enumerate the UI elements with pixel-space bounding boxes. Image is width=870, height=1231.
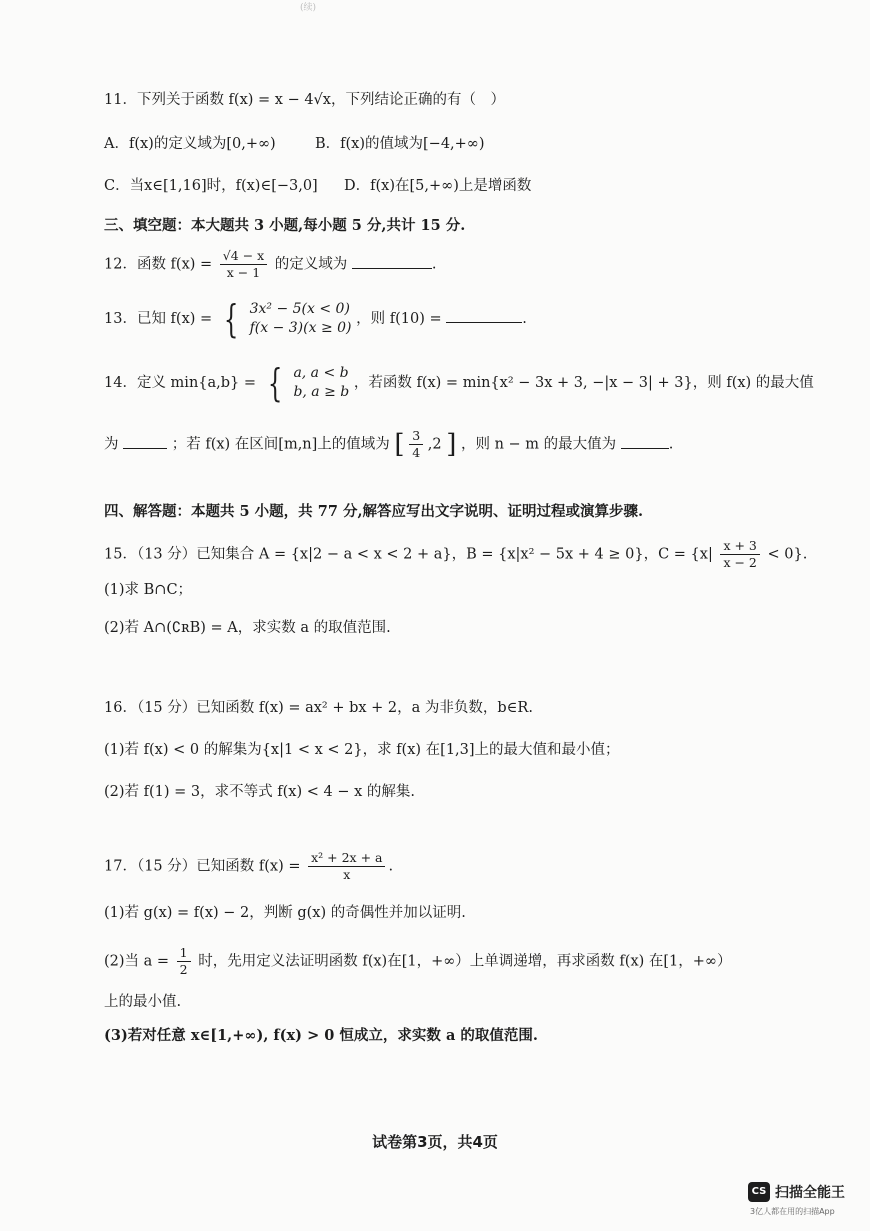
q14-line-1 [104,361,814,405]
q12-denominator: x − 1 [226,265,261,280]
q15-fraction [720,538,759,571]
q17-part-1: (1)若 g(x) = f(x) − 2，判断 g(x) 的奇偶性并加以证明. [104,905,466,921]
q17-part-2-frac-num: 1 [177,945,191,962]
q14-line2-b: ；若 f(x) 在区间[m,n]上的值域为 [171,436,390,453]
q16-stem: 16．（15 分）已知函数 f(x) = ax² + bx + 2，a 为非负数，b∈R. [104,700,533,716]
q14-case-1: a, a < b [293,365,349,381]
q14-line2-a: 为 [104,436,119,453]
q14-blank-2 [621,448,669,449]
camscanner-watermark [748,1180,866,1226]
q11-option-c: C．当x∈[1,16]时，f(x)∈[−3,0] [104,178,318,194]
q17-frac-den: x [343,867,351,882]
q13-prefix: 13．已知 f(x) = [104,311,213,327]
page-footer: 试卷第3页，共4页 [372,1133,498,1151]
q17-frac-num: x² + 2x + a [308,850,385,867]
camscanner-logo-icon: CS [748,1182,770,1202]
q15-part-2: (2)若 A∩(∁ʀB) = A，求实数 a 的取值范围. [104,620,391,636]
q17-fraction [308,850,385,883]
q16-part-1: (1)若 f(x) < 0 的解集为{x|1 < x < 2}，求 f(x) 在[1,3]上的最大值和最小值； [104,742,620,758]
q11-stem: 11．下列关于函数 f(x) = x − 4√x，下列结论正确的有（ ） [104,92,505,108]
q14-suffix: ，若函数 f(x) = min{x² − 3x + 3, −|x − 3| + 3}，则 f(x) 的最大值 [353,375,814,391]
q12-numerator: √4 − x [220,248,267,265]
q12-answer-blank [352,268,432,269]
section-4-heading: 四、解答题：本题共 5 小题，共 77 分,解答应写出文字说明、证明过程或演算步骤. [104,503,644,520]
q16-part-2: (2)若 f(1) = 3，求不等式 f(x) < 4 − x 的解集. [104,784,415,800]
q17-part-2 [104,945,732,978]
q17-part-2-continued: 上的最小值. [104,994,182,1010]
q14-frac-num: 3 [409,428,423,445]
q13: 13．已知 f(x) = { 3x² − 5(x < 0) f(x − 3)(x ≥ 0) ，则 f(10) = . [104,297,527,341]
q17-part-2-a: (2)当 a = [104,953,170,970]
q15-frac-den: x − 2 [723,555,757,570]
q14-cases [293,364,349,402]
q15-frac-num: x + 3 [720,538,759,555]
q14-fraction [409,428,423,461]
watermark-subtitle: 3亿人都在用的扫描App [750,1207,835,1216]
q17-part-2-b: 时，先用定义法证明函数 f(x)在[1，+∞）上单调递增，再求函数 f(x) 在[1，+∞） [198,953,732,970]
q12-suffix: 的定义域为 [274,256,348,273]
watermark-title: 扫描全能王 [775,1185,845,1201]
q11-option-b: B．f(x)的值域为[−4,+∞) [315,136,485,152]
q14-right-bracket: ] [446,429,457,460]
q13-answer-blank [446,322,522,323]
q14-line2-c: ,2 [427,436,442,453]
q15-stem-a: 15．（13 分）已知集合 A = {x|2 − a < x < 2 + a}，B = {x|x² − 5x + 4 ≥ 0}，C = {x| [104,546,713,563]
q11-option-d: D．f(x)在[5,+∞)上是增函数 [344,178,532,194]
q15-part-1: (1)求 B∩C； [104,582,193,598]
q14-blank-1 [123,448,167,449]
header-mark: (续) [300,3,317,13]
q13-brace: { [223,297,239,341]
q17-part-2-frac-den: 2 [179,962,188,977]
q17-part-3: (3)若对任意 x∈[1,+∞), f(x) > 0 恒成立，求实数 a 的取值范围. [104,1027,538,1044]
q14-prefix: 14．定义 min{a,b} = [104,375,257,391]
q12-prefix: 12．函数 f(x) = [104,256,213,273]
q15-stem [104,538,807,571]
q14-left-bracket: [ [394,429,405,460]
q12-fraction [220,248,267,281]
q12: 12．函数 f(x) = $\frac{√4 - x}{x - 1}$ 的定义域为 . [104,248,437,280]
q14-case-2: b, a ≥ b [293,384,350,400]
q11-option-a: A．f(x)的定义域为[0,+∞) [104,136,276,152]
section-3-heading: 三、填空题：本大题共 3 小题,每小题 5 分,共计 15 分. [104,217,466,234]
q14-brace: { [267,361,282,405]
q13-case-1: 3x² − 5(x < 0) [249,301,350,317]
q14-frac-den: 4 [412,445,421,460]
q13-cases [250,300,352,338]
q17-stem: 17．（15 分）已知函数 f(x) = $\frac{\text{x² + 2x + a}}{x}$ . [104,850,394,882]
q17-part-2-fraction [177,945,191,978]
q15-stem-b: < 0}. [767,546,808,563]
q14-line-2: 为 ；若 f(x) 在区间[m,n]上的值域为 [ $\frac{3}{4}$ ,2 ] ，则 n − m 的最大值为 . [104,428,674,460]
q13-case-2: f(x − 3)(x ≥ 0) [249,320,352,336]
q14-line2-d: ，则 n − m 的最大值为 [460,436,617,453]
q17-prefix: 17．（15 分）已知函数 f(x) = [104,858,301,875]
q13-suffix: ，则 f(10) = [356,311,442,327]
